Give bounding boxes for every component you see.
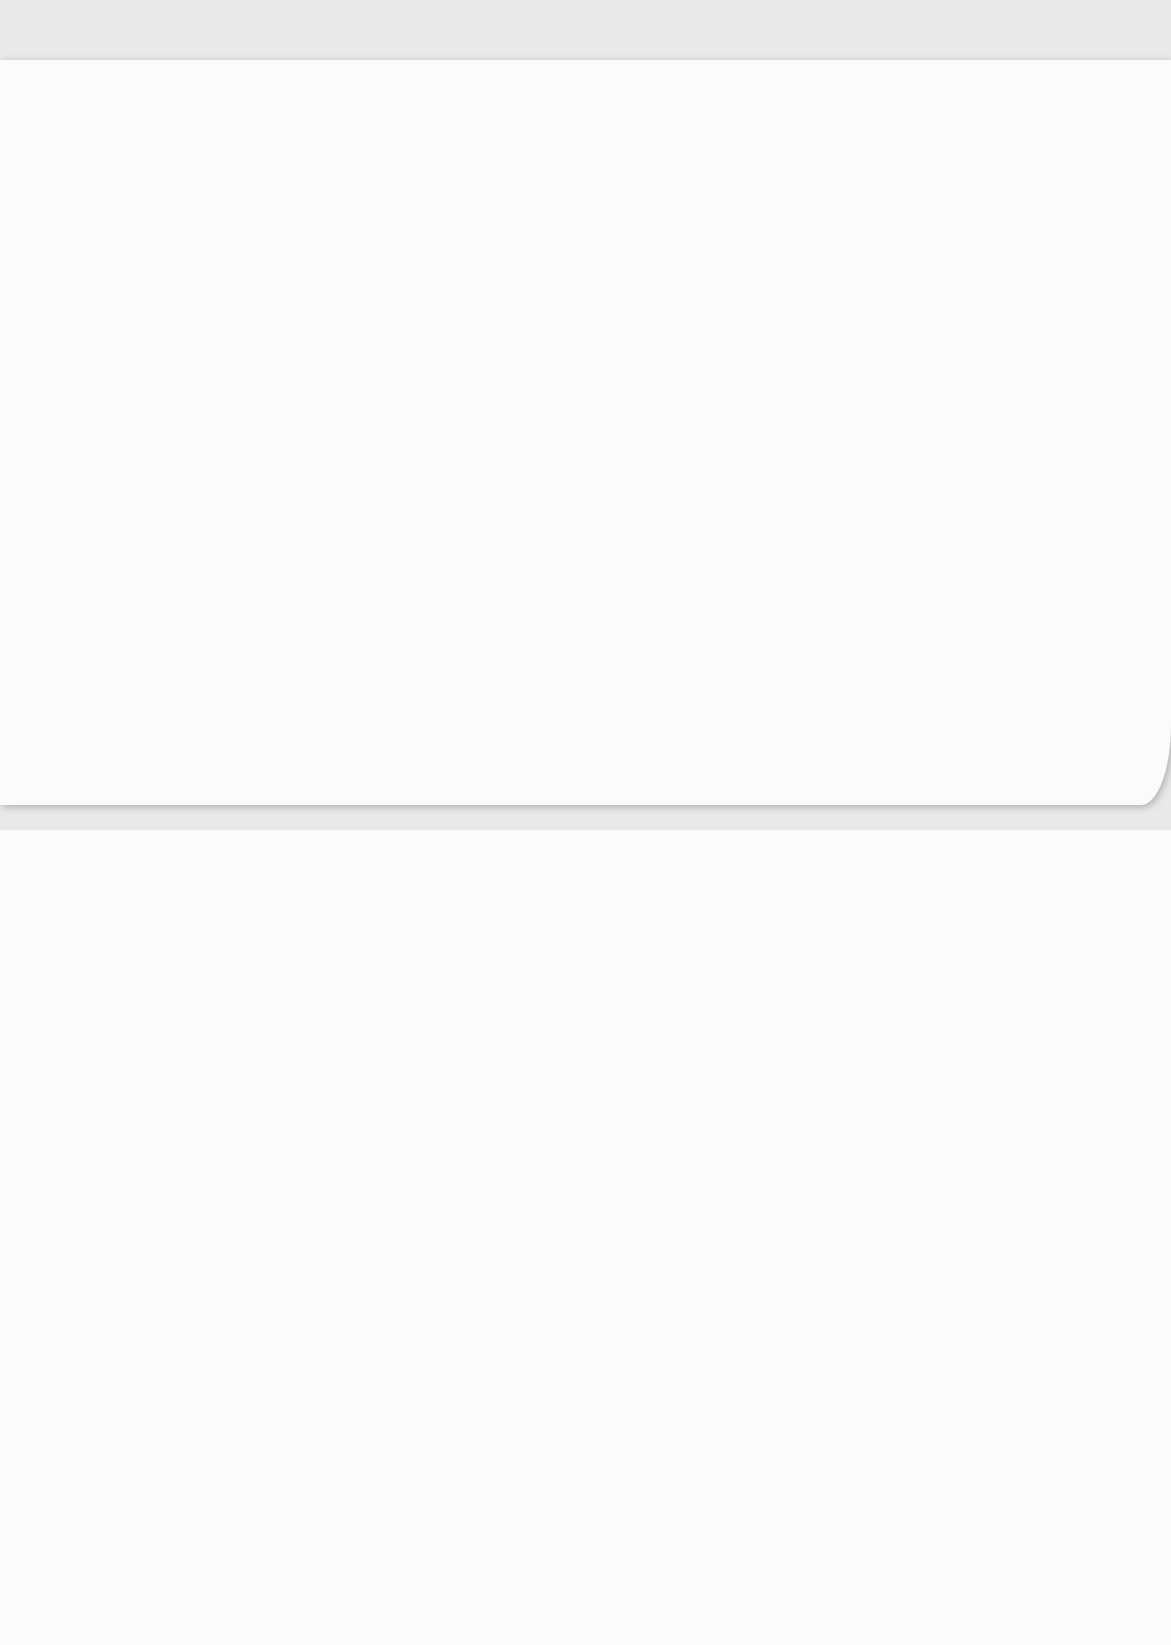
bottom-page: [0, 830, 1171, 1645]
timetable-bottom: [50, 897, 1125, 1380]
timetable-top: [40, 188, 1125, 856]
top-page: [0, 60, 1171, 805]
